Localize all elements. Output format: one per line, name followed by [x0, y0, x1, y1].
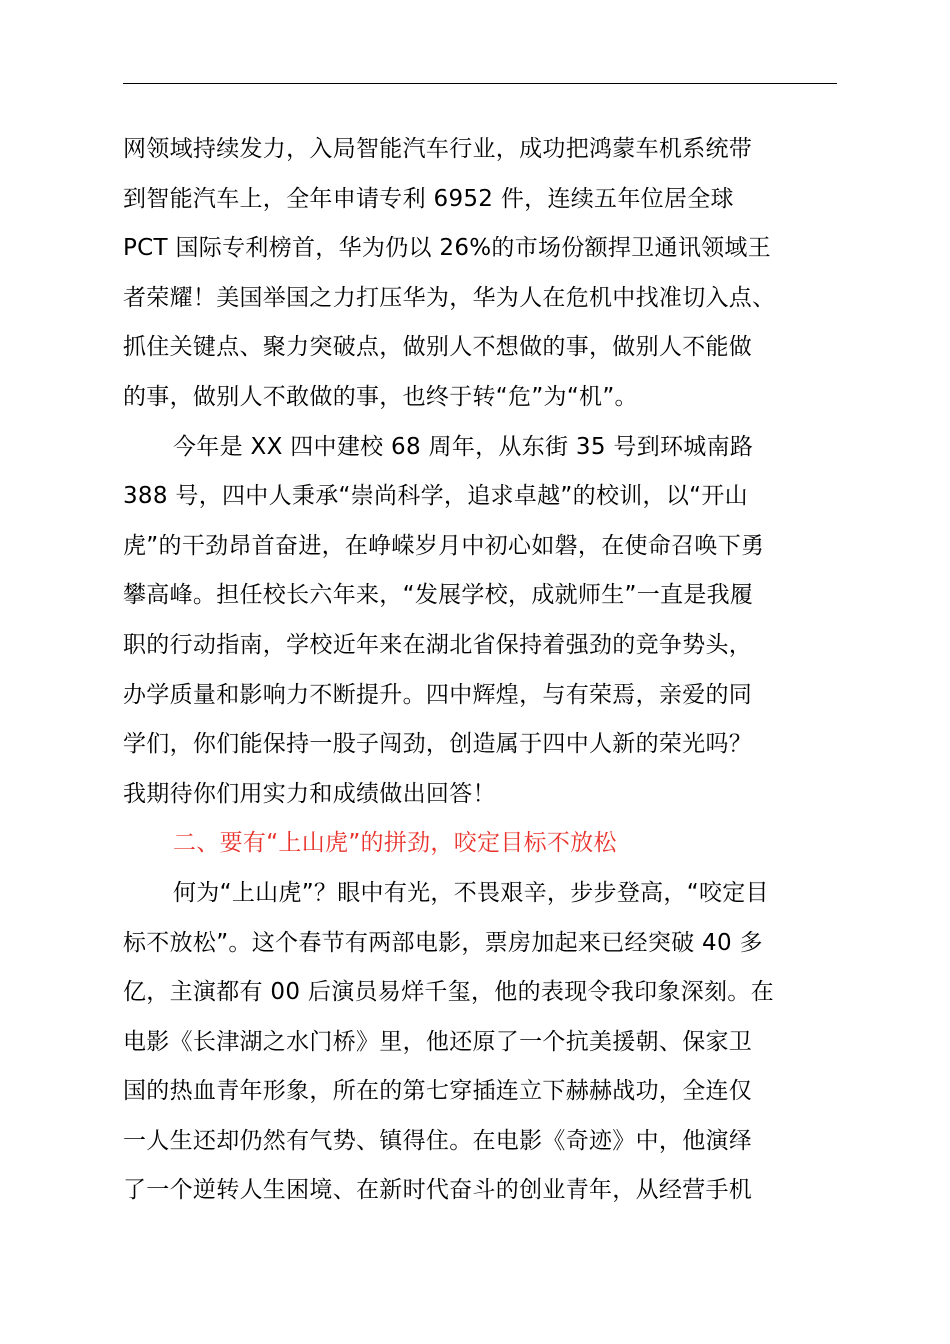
paragraph-school	[123, 423, 843, 820]
text-line: 办学质量和影响力不断提升。四中辉煌，与有荣焉，亲爱的同	[123, 681, 753, 708]
text-line: 今年是 XX 四中建校 68 周年，从东街 35 号到环城南路	[173, 433, 754, 460]
text-line: 国的热血青年形象，所在的第七穿插连立下赫赫战功，全连仅	[123, 1078, 753, 1105]
text-line: 标不放松”。这个春节有两部电影，票房加起来已经突破 40 多	[123, 929, 763, 956]
text-line: 电影《长津湖之水门桥》里，他还原了一个抗美援朝、保家卫	[123, 1028, 753, 1055]
text-line: 388 号，四中人秉承“崇尚科学，追求卓越”的校训，以“开山	[123, 483, 748, 510]
text-line: 网领域持续发力，入局智能汽车行业，成功把鸿蒙车机系统带	[123, 136, 753, 162]
section-heading: 二、要有“上山虎”的拼劲，咬定目标不放松	[173, 830, 617, 857]
text-line: 虎”的干劲昂首奋进，在峥嵘岁月中初心如磐，在使命召唤下勇	[123, 532, 765, 559]
text-line: 亿，主演都有 00 后演员易烊千玺，他的表现令我印象深刻。在	[123, 979, 774, 1006]
text-line: 我期待你们用实力和成绩做出回答！	[123, 780, 496, 807]
text-line: 职的行动指南，学校近年来在湖北省保持着强劲的竞争势头，	[123, 631, 753, 658]
text-line: 攀高峰。担任校长六年来，“发展学校，成就师生”一直是我履	[123, 582, 754, 609]
text-line: 的事，做别人不敢做的事，也终于转“危”为“机”。	[123, 383, 638, 410]
text-line: 了一个逆转人生困境、在新时代奋斗的创业青年，从经营手机	[123, 1177, 753, 1204]
text-line: 抓住关键点、聚力突破点，做别人不想做的事，做别人不能做	[123, 334, 753, 361]
document-body	[123, 125, 843, 1216]
header-rule	[123, 83, 837, 84]
text-line: 者荣耀！美国举国之力打压华为，华为人在危机中找准切入点、	[123, 284, 776, 311]
text-line: 一人生还却仍然有气势、镇得住。在电影《奇迹》中，他演绎	[123, 1127, 753, 1154]
paragraph-tiger	[123, 869, 843, 1216]
text-line: 到智能汽车上，全年申请专利 6952 件，连续五年位居全球	[123, 185, 734, 212]
text-line: 何为“上山虎”？眼中有光，不畏艰辛，步步登高，“咬定目	[173, 879, 769, 906]
text-line: PCT 国际专利榜首，华为仍以 26%的市场份额捍卫通讯领域王	[123, 235, 772, 262]
text-line: 学们，你们能保持一股子闯劲，创造属于四中人新的荣光吗？	[123, 731, 753, 758]
paragraph-continued	[123, 125, 843, 423]
